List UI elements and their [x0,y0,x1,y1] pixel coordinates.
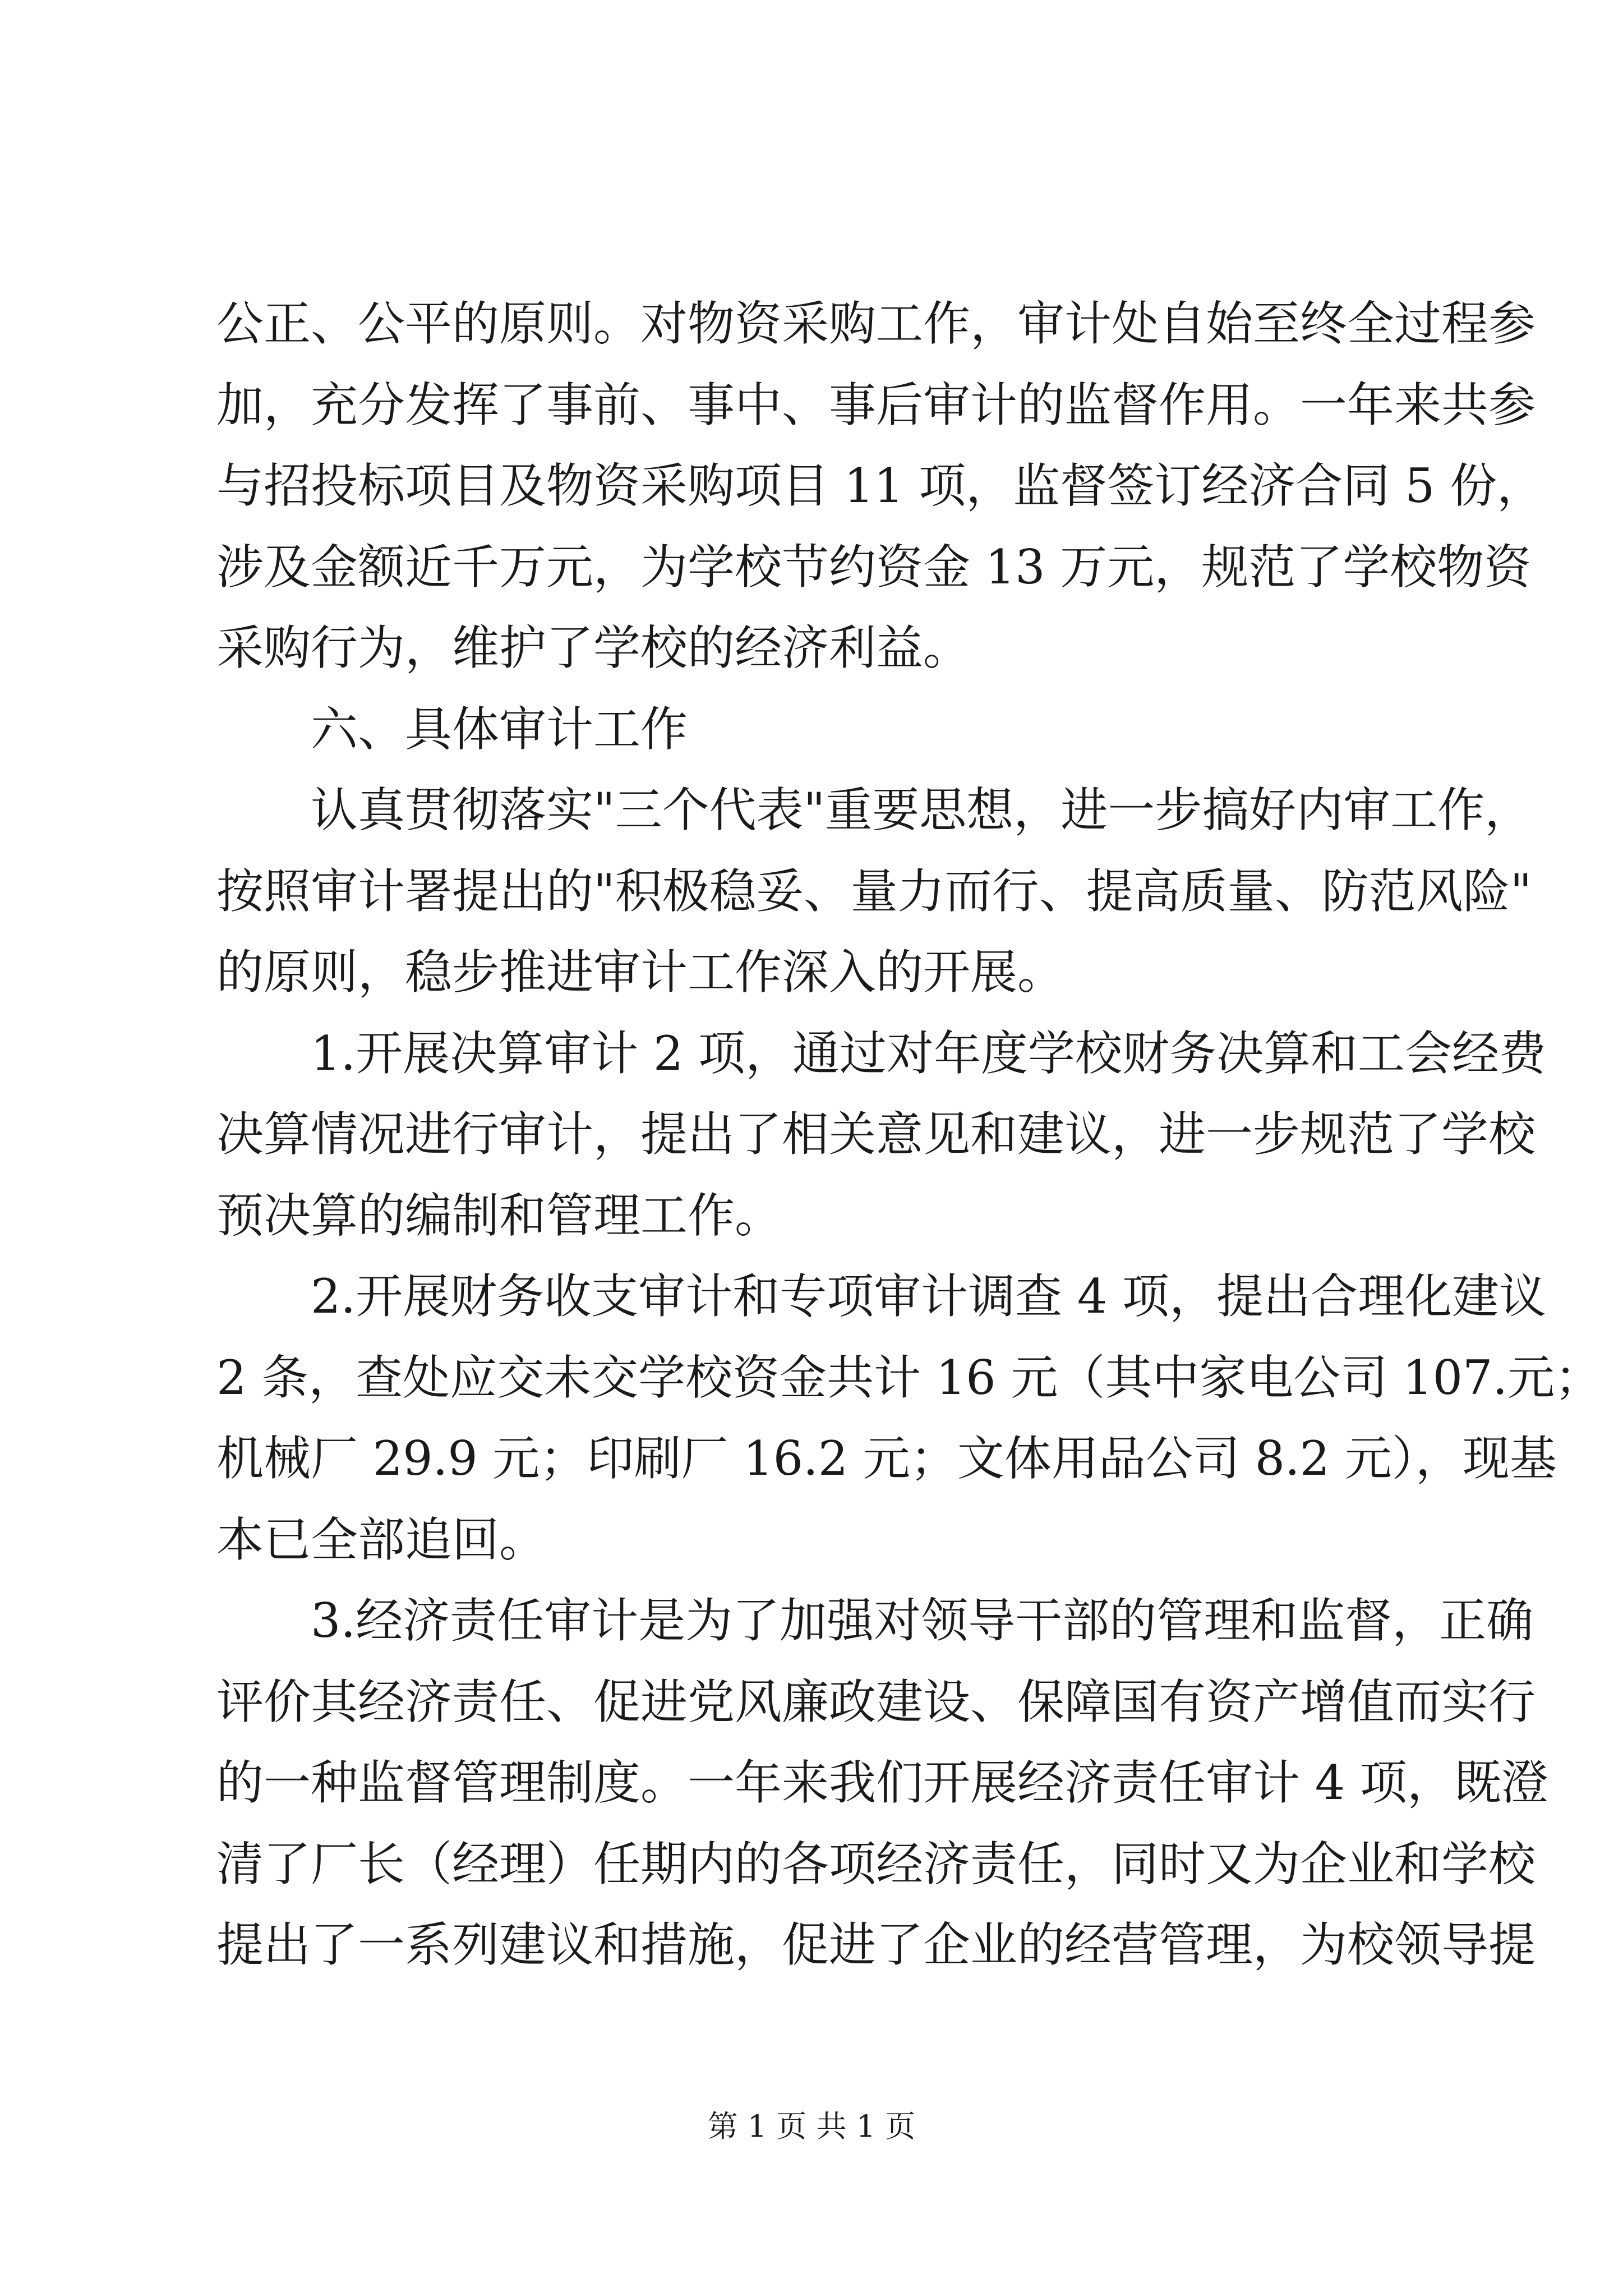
text-line: 与招投标项目及物资采购项目 11 项，监督签订经济合同 5 份， [216,458,1544,513]
document-body [216,283,1602,1986]
text-line: 的原则，稳步推进审计工作深入的开展。 [216,945,1065,1000]
text-line: 提出了一系列建议和措施，促进了企业的经营管理，为校领导提 [216,1917,1536,1972]
text-line: 本已全部追回。 [216,1512,547,1567]
page-footer: 第 1 页 共 1 页 [707,2109,916,2144]
text-line: 1.开展决算审计 2 项，通过对年度学校财务决算和工会经费 [311,1025,1546,1081]
text-line: 的一种监督管理制度。一年来我们开展经济责任审计 4 项，既澄 [216,1755,1548,1810]
text-line: 按照审计署提出的"积极稳妥、量力而行、提高质量、防范风险" [216,863,1532,919]
text-line: 认真贯彻落实"三个代表"重要思想，进一步搞好内审工作， [311,783,1532,838]
text-line: 评价其经济责任、促进党风廉政建设、保障国有资产增值而实行 [216,1674,1536,1729]
text-line: 机械厂 29.9 元；印刷厂 16.2 元；文体用品公司 8.2 元），现基 [216,1431,1557,1486]
text-line: 2.开展财务收支审计和专项审计调查 4 项，提出合理化建议 [311,1269,1546,1324]
text-line: 涉及金额近千万元，为学校节约资金 13 万元，规范了学校物资 [216,539,1532,595]
text-line: 预决算的编制和管理工作。 [216,1188,782,1243]
section-heading: 六、具体审计工作 [311,701,688,757]
text-line: 加，充分发挥了事前、事中、事后审计的监督作用。一年来共参 [216,377,1536,432]
text-line: 3.经济责任审计是为了加强对领导干部的管理和监督，正确 [311,1593,1534,1648]
text-line: 2 条，查处应交未交学校资金共计 16 元（其中家电公司 107.元； [216,1350,1602,1405]
text-line: 采购行为，维护了学校的经济利益。 [216,620,971,675]
text-line: 决算情况进行审计，提出了相关意见和建议，进一步规范了学校 [216,1107,1536,1162]
text-line: 公正、公平的原则。对物资采购工作，审计处自始至终全过程参 [216,296,1536,351]
text-line: 清了厂长（经理）任期内的各项经济责任，同时又为企业和学校 [216,1836,1536,1892]
